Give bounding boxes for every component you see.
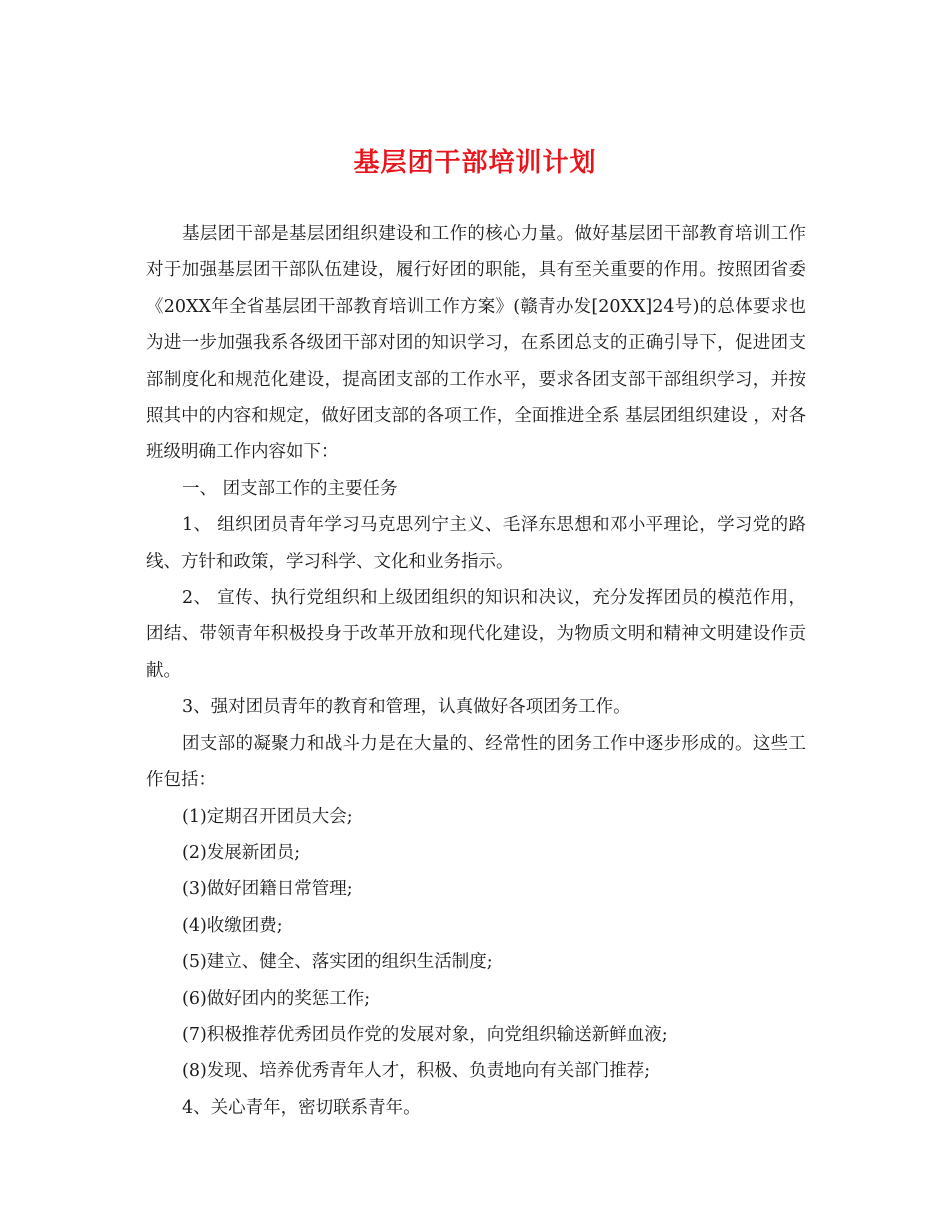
task-item-1: 1、 组织团员青年学习马克思列宁主义、毛泽东思想和邓小平理论，学习党的路线、方针和政策，学习科学、文化和业务指示。	[146, 515, 806, 572]
work-list-item: (2)发展新团员;	[182, 842, 301, 863]
task-item-3: 3、强对团员青年的教育和管理，认真做好各项团务工作。	[182, 697, 631, 718]
document-title: 基层团干部培训计划	[353, 148, 597, 178]
task-item-4: 4、关心青年，密切联系青年。	[182, 1097, 421, 1118]
work-list-item: (5)建立、健全、落实团的组织生活制度;	[182, 952, 493, 973]
work-list-item: (7)积极推荐优秀团员作党的发展对象，向党组织输送新鲜血液;	[182, 1024, 668, 1045]
work-list-item: (3)做好团籍日常管理;	[182, 879, 353, 900]
work-intro-paragraph: 团支部的凝聚力和战斗力是在大量的、经常性的团务工作中逐步形成的。这些工作包括：	[146, 733, 806, 791]
work-list-item: (8)发现、培养优秀青年人才，积极、负责地向有关部门推荐;	[182, 1061, 651, 1082]
work-list-item: (4)收缴团费;	[182, 915, 283, 936]
work-list-item: (6)做好团内的奖惩工作;	[182, 988, 371, 1009]
task-item-2: 2、 宣传、执行党组织和上级团组织的知识和决议，充分发挥团员的模范作用，团结、带领青年积极投身于改革开放和现代化建设，为物质文明和精神文明建设作贡献。	[146, 588, 806, 681]
work-list-item: (1)定期召开团员大会;	[182, 806, 353, 827]
document-body	[146, 216, 806, 1126]
section-heading: 一、 团支部工作的主要任务	[182, 478, 398, 499]
intro-paragraph: 基层团干部是基层团组织建设和工作的核心力量。做好基层团干部教育培训工作对于加强基层团干部队伍建设，履行好团的职能，具有至关重要的作用。按照团省委 《20XX年全省基层团干部教育培训工作方案》(赣青办发[20XX]24号)的总体要求也为进一步加强我系各级团干部对团的知识学习，在系团总支的正确引导下，促进团支部制度化和规范化建设，提高团支部的工作水平，要求各团支部干部组织学习，并按照其中的内容和规定，做好团支部的各项工作，全面推进全系 基层团组织建设 ，对各班级明确工作内容如下：	[146, 224, 806, 463]
